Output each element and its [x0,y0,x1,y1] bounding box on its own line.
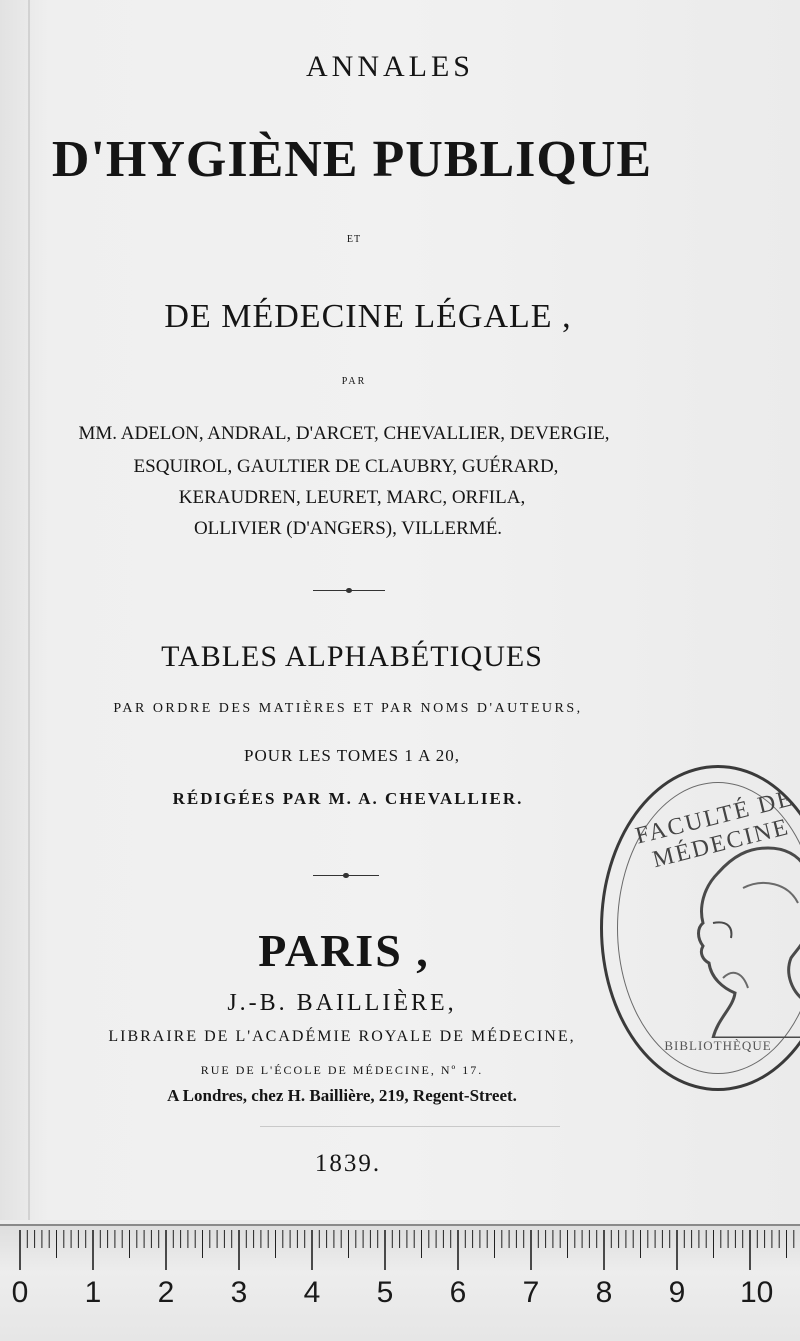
main-title: D'HYGIÈNE PUBLIQUE [51,131,653,188]
ruler-ticks [0,1226,800,1276]
authors-line: MM. ADELON, ANDRAL, D'ARCET, CHEVALLIER, DEVERGIE, [78,423,610,444]
ordre-line: PAR ORDRE DES MATIÈRES ET PAR NOMS D'AUTEURS, [113,701,583,716]
ruler-number: 3 [230,1276,248,1309]
ruler-number: 6 [449,1276,467,1309]
stamp-bottom-text: BIBLIOTHÈQUE [664,1038,772,1053]
par-label: PAR [341,376,367,387]
ornamental-rule [313,875,379,876]
ruler-number: 0 [11,1276,29,1309]
editor-line: RÉDIGÉES PAR M. A. CHEVALLIER. [172,789,524,808]
ruler-number: 4 [303,1276,321,1309]
stamp-text: FACULTÉ DE MÉDECINE [632,785,797,874]
tomes-line: POUR LES TOMES 1 A 20, [244,746,460,765]
ruler-number: 7 [522,1276,540,1309]
measuring-ruler [0,1224,800,1341]
publisher-address: RUE DE L'ÉCOLE DE MÉDECINE, Nº 17. [200,1063,484,1077]
authors-line: ESQUIROL, GAULTIER DE CLAUBRY, GUÉRARD, [133,456,559,477]
ruler-number: 1 [84,1276,102,1309]
publisher-title: LIBRAIRE DE L'ACADÉMIE ROYALE DE MÉDECINE, [108,1028,576,1045]
authors-line: KERAUDREN, LEURET, MARC, ORFILA, [178,487,526,508]
authors-line: OLLIVIER (D'ANGERS), VILLERMÉ. [193,518,503,539]
ruler-number: 9 [668,1276,686,1309]
publication-year: 1839. [314,1150,382,1177]
bust-portrait-icon [673,828,800,1038]
library-stamp [600,765,800,1091]
ruler-number: 10 [740,1276,774,1309]
ruler-number: 8 [595,1276,613,1309]
ornamental-rule [313,590,385,591]
publisher-name: J.-B. BAILLIÈRE, [227,990,457,1016]
subtitle-medecine: DE MÉDECINE LÉGALE , [164,298,572,335]
tables-heading: TABLES ALPHABÉTIQUES [161,640,543,673]
ruler-number: 2 [157,1276,175,1309]
conjunction-et: ET [346,234,362,245]
series-title-annales: ANNALES [306,50,474,83]
london-imprint: A Londres, chez H. Baillière, 219, Regent-Street. [167,1086,517,1105]
bleed-through-line [260,1126,560,1127]
city-imprint: PARIS , [258,925,430,976]
ruler-number: 5 [376,1276,394,1309]
